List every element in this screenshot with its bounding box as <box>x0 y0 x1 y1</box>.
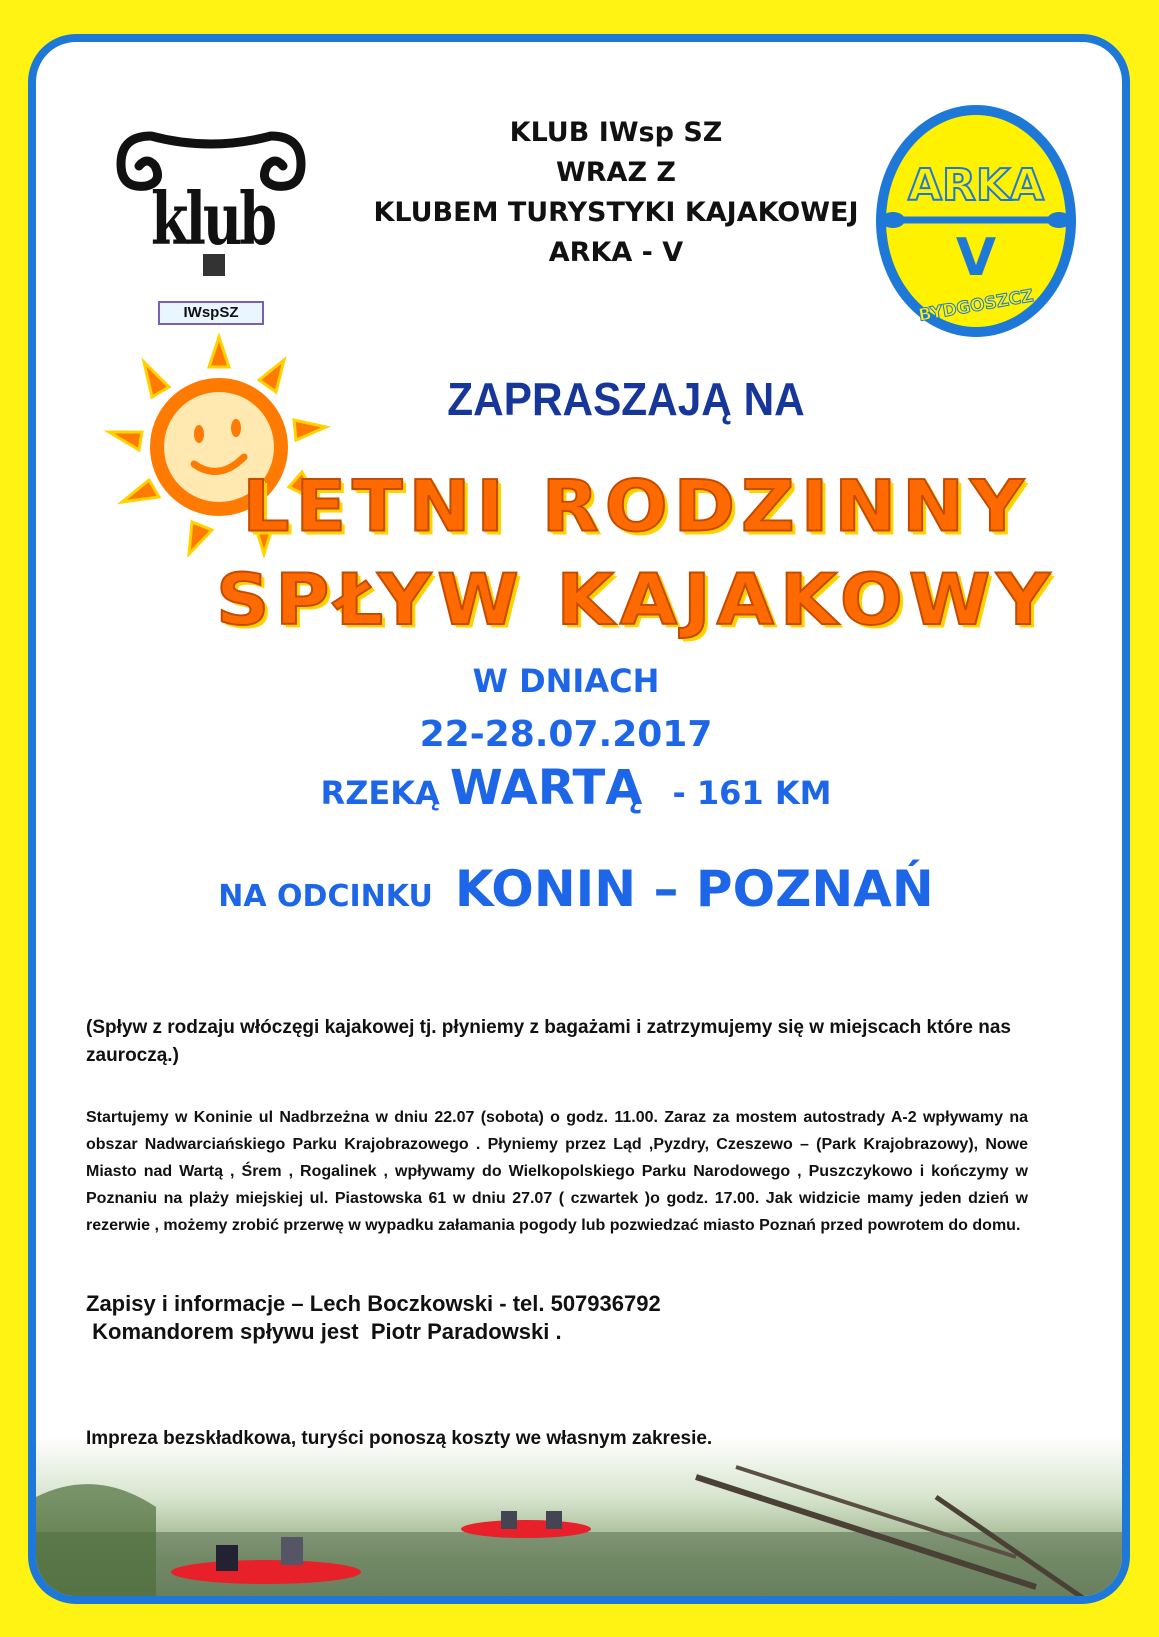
river-name: WARTĄ <box>449 760 643 816</box>
trip-route-details: Startujemy w Koninie ul Nadbrzeżna w dniu 22.07 (sobota) o godz. 11.00. Zaraz za mostem autostrady A-2 wpływamy na obszar Nadwarciańskiego Parku Krajobrazowego . Płyniemy przez Ląd ,Pyzdry, Czeszewo – (Park Krajobrazowy), Nowe Miasto nad Wartą , Śrem , Rogalinek , wpływamy do Wielkopolskiego Parku Narodowego , Puszczykowo i kończymy w Poznaniu na plaży miejskiej ul. Piastowska 61 w dniu 27.07 ( czwartek )o godz. 17.00. Jak widzicie mamy jeden dzień w rezerwie , możemy zrobić przerwę w wypadku załamania pogody lub pozwiedzać miasto Poznań przed powrotem do domu. <box>86 1109 1028 1234</box>
arka-logo-mid: V <box>955 228 997 288</box>
trip-style-note: (Spływ z rodzaju włóczęgi kajakowej tj. płyniemy z bagażami i zatrzymujemy się w miejscach które nas zauroczą.) <box>86 1017 1011 1066</box>
event-title-line-2: SPŁYW KAJAKOWY <box>215 559 1057 641</box>
commander-info: Komandorem spływu jest Piotr Paradowski . <box>86 1319 562 1344</box>
arka-logo-top: ARKA <box>907 160 1045 211</box>
river-line <box>226 760 926 816</box>
route-segment: KONIN – POZNAŃ <box>454 860 934 918</box>
kayakers-photo-image <box>36 1437 1122 1604</box>
klub-logo-caption: IWspSZ <box>183 304 239 321</box>
dates-label: W DNIACH <box>472 662 660 700</box>
kayak-river-photo <box>36 1437 1122 1604</box>
route-prefix: NA ODCINKU <box>218 879 433 914</box>
contact-info: Zapisy i informacje – Lech Boczkowski - tel. 507936792 <box>86 1291 661 1316</box>
klub-logo-word: klub <box>151 176 274 261</box>
header-line-4: ARKA - V <box>548 237 684 268</box>
klub-iwspsz-logo <box>111 114 311 329</box>
river-distance: - 161 KM <box>672 774 832 812</box>
header-line-2: WRAZ Z <box>555 157 677 188</box>
poster-frame <box>28 34 1130 1604</box>
header-line-3: KLUBEM TURYSTYKI KAJAKOWEJ <box>373 197 859 228</box>
event-title-line-1: LETNI RODZINNY <box>242 466 1030 548</box>
arka-logo-bottom: BYDGOSZCZ <box>917 286 1035 326</box>
river-prefix: RZEKĄ <box>320 774 440 812</box>
fee-note: Impreza bezskładkowa, turyści ponoszą koszty we własnym zakresie. <box>86 1428 713 1449</box>
invite-heading: ZAPRASZAJĄ NA <box>447 373 805 425</box>
dates-range: 22-28.07.2017 <box>419 714 713 755</box>
route-line <box>166 860 986 918</box>
header-line-1: KLUB IWsp SZ <box>509 117 723 148</box>
arka-v-logo <box>871 100 1081 342</box>
